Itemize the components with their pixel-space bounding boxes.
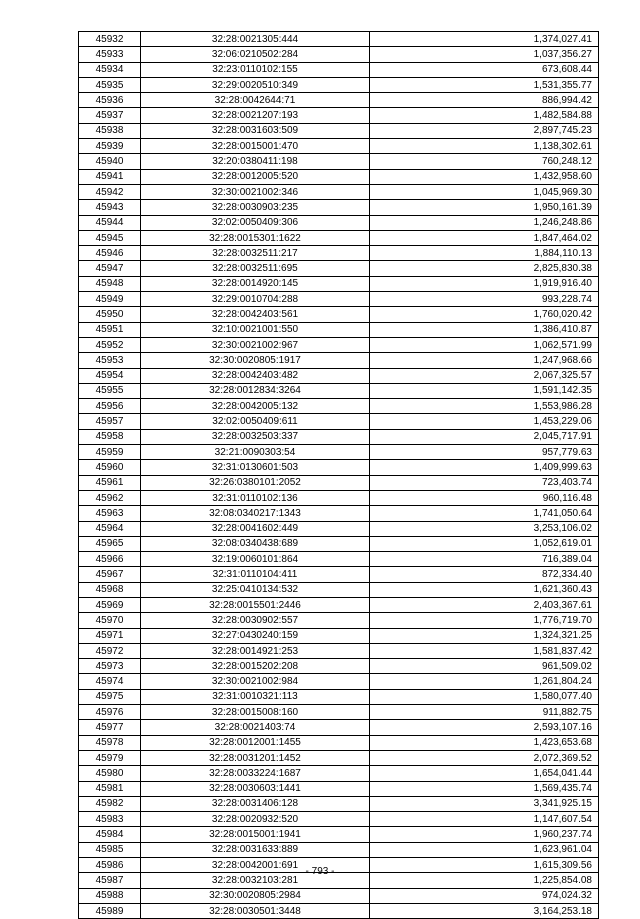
cadastral-number-cell: 32:28:0015008:160 [141, 705, 370, 720]
row-number-cell: 45981 [79, 781, 141, 796]
amount-cell: 1,482,584.88 [370, 108, 599, 123]
row-number-cell: 45954 [79, 368, 141, 383]
cadastral-number-cell: 32:28:0030501:3448 [141, 903, 370, 918]
amount-cell: 1,432,958.60 [370, 169, 599, 184]
cadastral-number-cell: 32:25:0410134:532 [141, 582, 370, 597]
table-row [79, 460, 599, 475]
cadastral-number-cell: 32:19:0060101:864 [141, 552, 370, 567]
cadastral-number-cell: 32:28:0042001:691 [141, 858, 370, 873]
table-row [79, 368, 599, 383]
table-row [79, 766, 599, 781]
table-row [79, 200, 599, 215]
cadastral-number-cell: 32:28:0032503:337 [141, 429, 370, 444]
row-number-cell: 45977 [79, 720, 141, 735]
table-row [79, 184, 599, 199]
table-row [79, 77, 599, 92]
cadastral-number-cell: 32:23:0110102:155 [141, 62, 370, 77]
cadastral-number-cell: 32:28:0030603:1441 [141, 781, 370, 796]
table-row [79, 47, 599, 62]
cadastral-number-cell: 32:28:0042403:482 [141, 368, 370, 383]
amount-cell: 1,247,968.66 [370, 353, 599, 368]
amount-cell: 911,882.75 [370, 705, 599, 720]
row-number-cell: 45973 [79, 659, 141, 674]
table-row [79, 429, 599, 444]
amount-cell: 1,580,077.40 [370, 689, 599, 704]
amount-cell: 2,072,369.52 [370, 750, 599, 765]
table-row [79, 93, 599, 108]
row-number-cell: 45941 [79, 169, 141, 184]
amount-cell: 993,228.74 [370, 292, 599, 307]
table-row [79, 215, 599, 230]
table-row [79, 475, 599, 490]
amount-cell: 1,423,653.68 [370, 735, 599, 750]
row-number-cell: 45989 [79, 903, 141, 918]
row-number-cell: 45974 [79, 674, 141, 689]
cadastral-number-cell: 32:08:0340438:689 [141, 536, 370, 551]
row-number-cell: 45980 [79, 766, 141, 781]
table-row [79, 735, 599, 750]
table-row [79, 628, 599, 643]
amount-cell: 2,825,830.38 [370, 261, 599, 276]
table-row [79, 888, 599, 903]
amount-cell: 957,779.63 [370, 445, 599, 460]
table-row [79, 139, 599, 154]
amount-cell: 1,531,355.77 [370, 77, 599, 92]
cadastral-number-cell: 32:28:0032103:281 [141, 873, 370, 888]
amount-cell: 1,409,999.63 [370, 460, 599, 475]
amount-cell: 1,950,161.39 [370, 200, 599, 215]
amount-cell: 872,334.40 [370, 567, 599, 582]
row-number-cell: 45935 [79, 77, 141, 92]
row-number-cell: 45942 [79, 184, 141, 199]
table-row [79, 276, 599, 291]
amount-cell: 1,621,360.43 [370, 582, 599, 597]
row-number-cell: 45984 [79, 827, 141, 842]
row-number-cell: 45987 [79, 873, 141, 888]
row-number-cell: 45945 [79, 230, 141, 245]
row-number-cell: 45952 [79, 337, 141, 352]
row-number-cell: 45976 [79, 705, 141, 720]
table-row [79, 506, 599, 521]
table-row [79, 643, 599, 658]
cadastral-number-cell: 32:21:0090303:54 [141, 445, 370, 460]
amount-cell: 1,591,142.35 [370, 383, 599, 398]
table-row [79, 720, 599, 735]
amount-cell: 1,386,410.87 [370, 322, 599, 337]
row-number-cell: 45985 [79, 842, 141, 857]
amount-cell: 1,246,248.86 [370, 215, 599, 230]
cadastral-number-cell: 32:28:0021305:444 [141, 32, 370, 47]
row-number-cell: 45957 [79, 414, 141, 429]
row-number-cell: 45959 [79, 445, 141, 460]
table-row [79, 246, 599, 261]
amount-cell: 974,024.32 [370, 888, 599, 903]
table-row [79, 32, 599, 47]
row-number-cell: 45958 [79, 429, 141, 444]
row-number-cell: 45982 [79, 796, 141, 811]
cadastral-number-cell: 32:31:0110102:136 [141, 490, 370, 505]
amount-cell: 1,324,321.25 [370, 628, 599, 643]
amount-cell: 1,147,607.54 [370, 812, 599, 827]
row-number-cell: 45944 [79, 215, 141, 230]
table-row [79, 750, 599, 765]
cadastral-number-cell: 32:28:0032511:217 [141, 246, 370, 261]
cadastral-number-cell: 32:28:0030903:235 [141, 200, 370, 215]
cadastral-number-cell: 32:31:0130601:503 [141, 460, 370, 475]
amount-cell: 1,225,854.08 [370, 873, 599, 888]
row-number-cell: 45949 [79, 292, 141, 307]
cadastral-number-cell: 32:28:0012001:1455 [141, 735, 370, 750]
amount-cell: 1,760,020.42 [370, 307, 599, 322]
cadastral-number-cell: 32:28:0031603:509 [141, 123, 370, 138]
cadastral-number-cell: 32:28:0020932:520 [141, 812, 370, 827]
amount-cell: 1,884,110.13 [370, 246, 599, 261]
table-row [79, 307, 599, 322]
data-table [78, 31, 599, 919]
cadastral-number-cell: 32:28:0042403:561 [141, 307, 370, 322]
table-row [79, 582, 599, 597]
row-number-cell: 45943 [79, 200, 141, 215]
table-row [79, 414, 599, 429]
row-number-cell: 45934 [79, 62, 141, 77]
table-row [79, 230, 599, 245]
amount-cell: 1,037,356.27 [370, 47, 599, 62]
cadastral-number-cell: 32:28:0031201:1452 [141, 750, 370, 765]
row-number-cell: 45972 [79, 643, 141, 658]
cadastral-number-cell: 32:08:0340217:1343 [141, 506, 370, 521]
table-row [79, 445, 599, 460]
table-row [79, 261, 599, 276]
table-row [79, 123, 599, 138]
row-number-cell: 45966 [79, 552, 141, 567]
row-number-cell: 45988 [79, 888, 141, 903]
amount-cell: 760,248.12 [370, 154, 599, 169]
table-row [79, 567, 599, 582]
table-row [79, 383, 599, 398]
table-row [79, 108, 599, 123]
table-row [79, 903, 599, 918]
table-row [79, 842, 599, 857]
cadastral-number-cell: 32:28:0021403:74 [141, 720, 370, 735]
table-row [79, 399, 599, 414]
table-row [79, 154, 599, 169]
cadastral-number-cell: 32:28:0042644:71 [141, 93, 370, 108]
row-number-cell: 45950 [79, 307, 141, 322]
amount-cell: 3,253,106.02 [370, 521, 599, 536]
amount-cell: 1,581,837.42 [370, 643, 599, 658]
cadastral-number-cell: 32:29:0020510:349 [141, 77, 370, 92]
cadastral-number-cell: 32:31:0110104:411 [141, 567, 370, 582]
amount-cell: 1,062,571.99 [370, 337, 599, 352]
amount-cell: 1,052,619.01 [370, 536, 599, 551]
cadastral-number-cell: 32:28:0032511:695 [141, 261, 370, 276]
cadastral-number-cell: 32:20:0380411:198 [141, 154, 370, 169]
cadastral-number-cell: 32:28:0042005:132 [141, 399, 370, 414]
table-row [79, 812, 599, 827]
cadastral-number-cell: 32:28:0033224:1687 [141, 766, 370, 781]
table-row [79, 827, 599, 842]
page-number: - 793 - [305, 866, 335, 877]
cadastral-number-cell: 32:30:0021002:346 [141, 184, 370, 199]
amount-cell: 961,509.02 [370, 659, 599, 674]
row-number-cell: 45955 [79, 383, 141, 398]
amount-cell: 1,045,969.30 [370, 184, 599, 199]
amount-cell: 1,569,435.74 [370, 781, 599, 796]
table-row [79, 292, 599, 307]
cadastral-number-cell: 32:28:0015202:208 [141, 659, 370, 674]
cadastral-number-cell: 32:28:0030902:557 [141, 613, 370, 628]
row-number-cell: 45953 [79, 353, 141, 368]
amount-cell: 1,261,804.24 [370, 674, 599, 689]
amount-cell: 1,138,302.61 [370, 139, 599, 154]
row-number-cell: 45975 [79, 689, 141, 704]
cadastral-number-cell: 32:02:0050409:611 [141, 414, 370, 429]
cadastral-number-cell: 32:28:0015501:2446 [141, 597, 370, 612]
amount-cell: 1,374,027.41 [370, 32, 599, 47]
cadastral-number-cell: 32:28:0041602:449 [141, 521, 370, 536]
amount-cell: 1,919,916.40 [370, 276, 599, 291]
amount-cell: 3,341,925.15 [370, 796, 599, 811]
row-number-cell: 45960 [79, 460, 141, 475]
cadastral-number-cell: 32:28:0015001:470 [141, 139, 370, 154]
row-number-cell: 45978 [79, 735, 141, 750]
cadastral-number-cell: 32:30:0020805:1917 [141, 353, 370, 368]
cadastral-number-cell: 32:31:0010321:113 [141, 689, 370, 704]
table-row [79, 689, 599, 704]
table-body [79, 32, 599, 919]
amount-cell: 1,847,464.02 [370, 230, 599, 245]
row-number-cell: 45939 [79, 139, 141, 154]
cadastral-number-cell: 32:10:0021001:550 [141, 322, 370, 337]
amount-cell: 1,615,309.56 [370, 858, 599, 873]
row-number-cell: 45968 [79, 582, 141, 597]
table-row [79, 781, 599, 796]
amount-cell: 1,741,050.64 [370, 506, 599, 521]
row-number-cell: 45969 [79, 597, 141, 612]
cadastral-number-cell: 32:29:0010704:288 [141, 292, 370, 307]
table-row [79, 613, 599, 628]
row-number-cell: 45933 [79, 47, 141, 62]
row-number-cell: 45937 [79, 108, 141, 123]
amount-cell: 886,994.42 [370, 93, 599, 108]
cadastral-number-cell: 32:28:0015301:1622 [141, 230, 370, 245]
table-row [79, 552, 599, 567]
cadastral-number-cell: 32:26:0380101:2052 [141, 475, 370, 490]
cadastral-number-cell: 32:28:0015001:1941 [141, 827, 370, 842]
cadastral-number-cell: 32:28:0031633:889 [141, 842, 370, 857]
cadastral-number-cell: 32:28:0031406:128 [141, 796, 370, 811]
row-number-cell: 45979 [79, 750, 141, 765]
row-number-cell: 45967 [79, 567, 141, 582]
table-row [79, 322, 599, 337]
cadastral-number-cell: 32:30:0021002:984 [141, 674, 370, 689]
amount-cell: 1,654,041.44 [370, 766, 599, 781]
row-number-cell: 45983 [79, 812, 141, 827]
row-number-cell: 45932 [79, 32, 141, 47]
cadastral-number-cell: 32:02:0050409:306 [141, 215, 370, 230]
row-number-cell: 45964 [79, 521, 141, 536]
row-number-cell: 45936 [79, 93, 141, 108]
row-number-cell: 45956 [79, 399, 141, 414]
table-row [79, 796, 599, 811]
cadastral-number-cell: 32:27:0430240:159 [141, 628, 370, 643]
cadastral-number-cell: 32:28:0014920:145 [141, 276, 370, 291]
amount-cell: 1,776,719.70 [370, 613, 599, 628]
cadastral-number-cell: 32:28:0012834:3264 [141, 383, 370, 398]
amount-cell: 2,067,325.57 [370, 368, 599, 383]
amount-cell: 2,593,107.16 [370, 720, 599, 735]
amount-cell: 673,608.44 [370, 62, 599, 77]
row-number-cell: 45986 [79, 858, 141, 873]
row-number-cell: 45963 [79, 506, 141, 521]
amount-cell: 2,403,367.61 [370, 597, 599, 612]
amount-cell: 960,116.48 [370, 490, 599, 505]
table-row [79, 62, 599, 77]
table-row [79, 169, 599, 184]
amount-cell: 2,897,745.23 [370, 123, 599, 138]
table-row [79, 536, 599, 551]
amount-cell: 3,164,253.18 [370, 903, 599, 918]
row-number-cell: 45962 [79, 490, 141, 505]
row-number-cell: 45947 [79, 261, 141, 276]
row-number-cell: 45938 [79, 123, 141, 138]
amount-cell: 1,623,961.04 [370, 842, 599, 857]
table-row [79, 597, 599, 612]
cadastral-number-cell: 32:30:0021002:967 [141, 337, 370, 352]
row-number-cell: 45948 [79, 276, 141, 291]
amount-cell: 1,960,237.74 [370, 827, 599, 842]
amount-cell: 716,389.04 [370, 552, 599, 567]
table-row [79, 521, 599, 536]
row-number-cell: 45965 [79, 536, 141, 551]
cadastral-number-cell: 32:28:0014921:253 [141, 643, 370, 658]
row-number-cell: 45951 [79, 322, 141, 337]
table-row [79, 353, 599, 368]
cadastral-number-cell: 32:30:0020805:2984 [141, 888, 370, 903]
amount-cell: 1,553,986.28 [370, 399, 599, 414]
amount-cell: 723,403.74 [370, 475, 599, 490]
cadastral-number-cell: 32:06:0210502:284 [141, 47, 370, 62]
row-number-cell: 45971 [79, 628, 141, 643]
table-row [79, 674, 599, 689]
amount-cell: 1,453,229.06 [370, 414, 599, 429]
table-row [79, 490, 599, 505]
amount-cell: 2,045,717.91 [370, 429, 599, 444]
cadastral-number-cell: 32:28:0021207:193 [141, 108, 370, 123]
cadastral-number-cell: 32:28:0012005:520 [141, 169, 370, 184]
table-row [79, 337, 599, 352]
row-number-cell: 45946 [79, 246, 141, 261]
row-number-cell: 45970 [79, 613, 141, 628]
row-number-cell: 45961 [79, 475, 141, 490]
table-row [79, 659, 599, 674]
row-number-cell: 45940 [79, 154, 141, 169]
table-row [79, 705, 599, 720]
